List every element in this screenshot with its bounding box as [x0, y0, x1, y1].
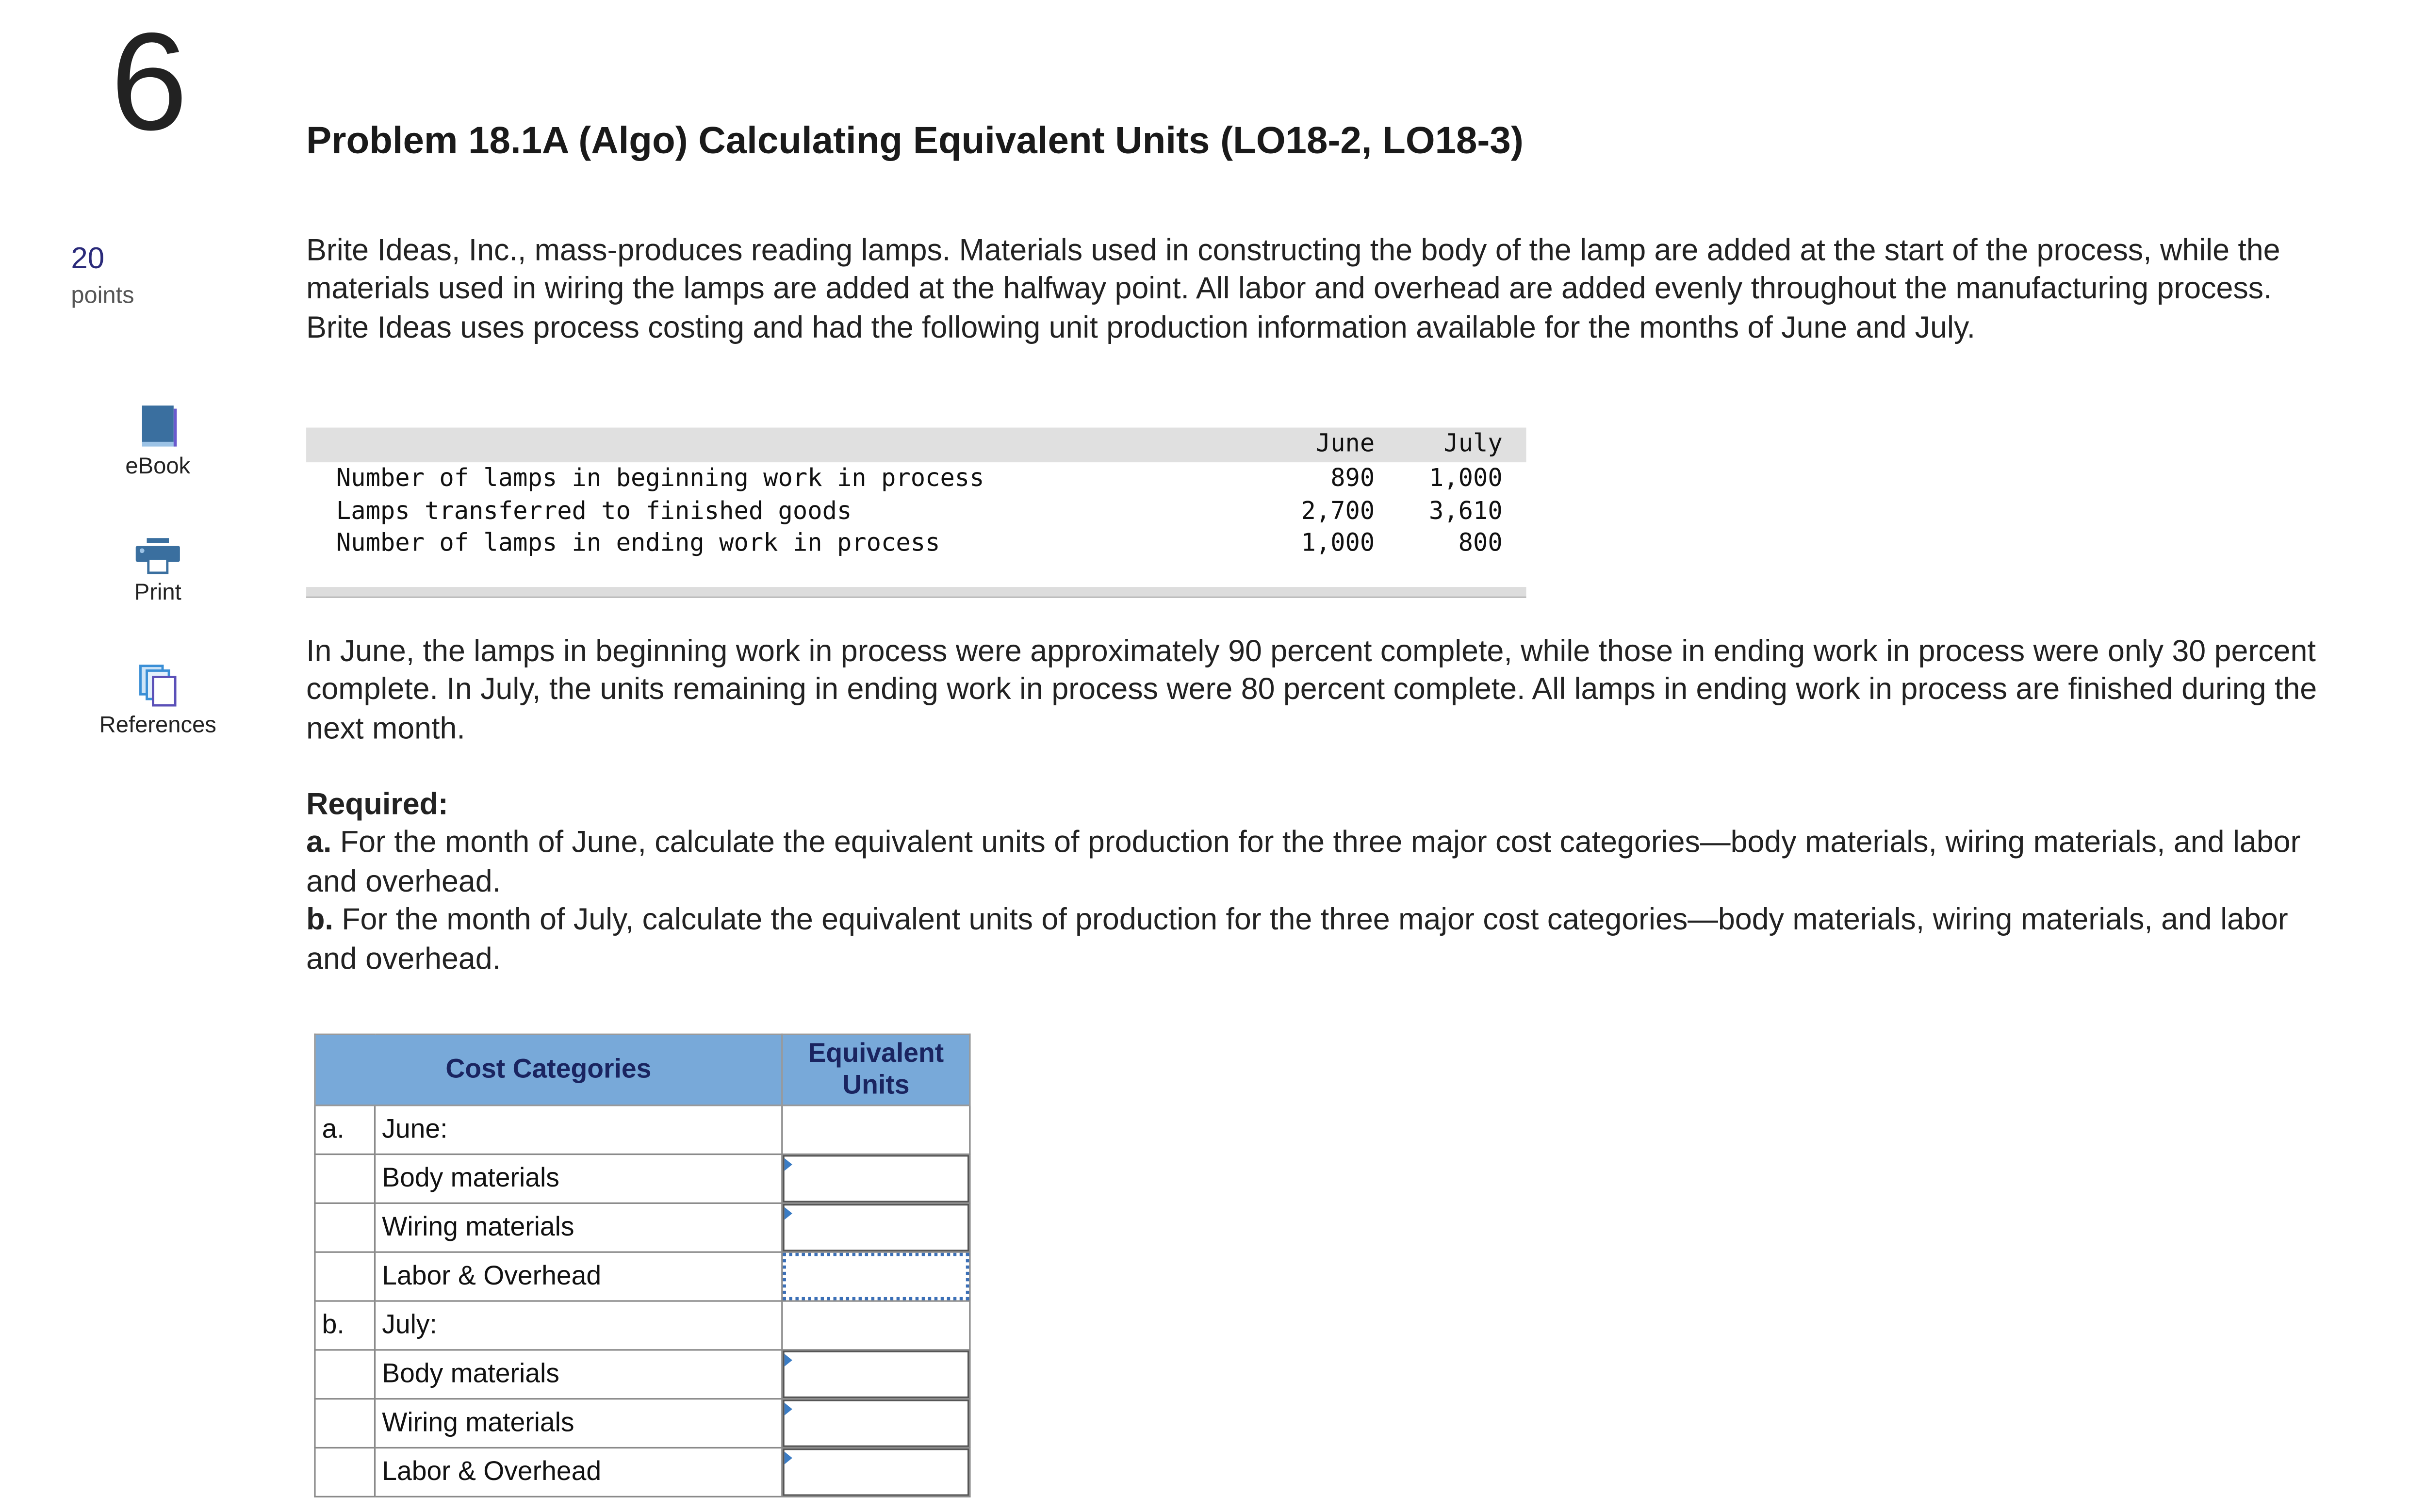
category-label: Labor & Overhead: [375, 1252, 782, 1301]
part-b-label: b.: [306, 904, 333, 938]
input-marker-icon: [785, 1452, 792, 1464]
section-letter: a.: [315, 1106, 375, 1154]
documents-icon: [136, 663, 180, 710]
header-cost-categories: Cost Categories: [315, 1034, 782, 1105]
june-body-materials-input[interactable]: [783, 1155, 969, 1203]
data-table-header: [306, 428, 1526, 463]
empty-cell: [315, 1203, 375, 1252]
print-button[interactable]: [79, 537, 237, 606]
july-body-materials-input[interactable]: [783, 1350, 969, 1398]
july-value: 3,610: [1428, 496, 1503, 525]
empty-cell: [782, 1301, 970, 1350]
july-value: 1,000: [1428, 464, 1503, 492]
section-month: June:: [375, 1106, 782, 1154]
header-equivalent-units: Equivalent Units: [782, 1034, 970, 1105]
points-label: points: [71, 282, 134, 309]
empty-cell: [315, 1154, 375, 1203]
answer-cell: [782, 1448, 970, 1497]
question-number: 6: [110, 3, 188, 160]
problem-title: Problem 18.1A (Algo) Calculating Equivalent Units (LO18-2, LO18-3): [306, 120, 1524, 163]
required-section: [306, 787, 2334, 980]
june-wiring-materials-input[interactable]: [783, 1204, 969, 1252]
answer-table: [314, 1034, 970, 1497]
part-a-text: For the month of June, calculate the equivalent units of production for the three major cost categories—body materials, wiring materials, and labor and overhead.: [306, 827, 2301, 899]
june-labor-overhead-input[interactable]: [783, 1253, 969, 1301]
col-june: June: [1315, 429, 1375, 458]
category-label: Body materials: [375, 1154, 782, 1203]
references-button[interactable]: [79, 663, 237, 738]
input-marker-icon: [785, 1403, 792, 1415]
table-row: [306, 527, 1526, 559]
row-label: Number of lamps in ending work in process: [336, 528, 940, 557]
book-icon: [137, 404, 179, 452]
category-label: Labor & Overhead: [375, 1448, 782, 1497]
section-month: July:: [375, 1301, 782, 1350]
ebook-label: eBook: [125, 454, 191, 480]
empty-cell: [315, 1448, 375, 1497]
answer-cell: [782, 1203, 970, 1252]
printer-icon: [134, 537, 181, 578]
production-data-table: [306, 428, 1526, 598]
category-label: Wiring materials: [375, 1399, 782, 1448]
june-value: 890: [1330, 464, 1375, 492]
empty-cell: [315, 1350, 375, 1399]
required-heading: Required:: [306, 789, 448, 822]
category-label: Body materials: [375, 1350, 782, 1399]
points-value: 20: [71, 243, 105, 276]
empty-cell: [315, 1399, 375, 1448]
answer-cell: [782, 1252, 970, 1301]
july-wiring-materials-input[interactable]: [783, 1399, 969, 1447]
col-july: July: [1443, 429, 1503, 458]
part-a-label: a.: [306, 827, 332, 861]
category-label: Wiring materials: [375, 1203, 782, 1252]
june-value: 2,700: [1301, 496, 1375, 525]
input-marker-icon: [785, 1354, 792, 1366]
input-marker-icon: [785, 1158, 792, 1171]
july-value: 800: [1458, 528, 1503, 557]
intro-paragraph: Brite Ideas, Inc., mass-produces reading lamps. Materials used in constructing the body of the lamp are added at the start of the process, while the materials used in wiring the lamps are added at the halfway point. All labor and overhead are added evenly throughout the manufacturing process. Brite Ideas uses process costing and had the following unit production information available for the months of June and July.: [306, 235, 2280, 345]
completion-paragraph: In June, the lamps in beginning work in process were approximately 90 percent complete, while those in ending work in process were only 30 percent complete. In July, the units remaining in ending work in process were 80 percent complete. All lamps in ending work in process are finished during the next month.: [306, 635, 2317, 747]
input-marker-icon: [785, 1207, 792, 1219]
print-label: Print: [134, 581, 181, 606]
part-b-text: For the month of July, calculate the equivalent units of production for the three major cost categories—body materials, wiring materials, and labor and overhead.: [306, 904, 2288, 976]
row-label: Lamps transferred to finished goods: [336, 496, 852, 525]
row-label: Number of lamps in beginning work in process: [336, 464, 984, 492]
ebook-button[interactable]: [79, 404, 237, 480]
table-footer-bar: [306, 586, 1526, 597]
empty-cell: [315, 1252, 375, 1301]
references-label: References: [99, 713, 216, 739]
july-labor-overhead-input[interactable]: [783, 1448, 969, 1496]
answer-cell: [782, 1399, 970, 1448]
june-value: 1,000: [1301, 528, 1375, 557]
table-row: [306, 495, 1526, 527]
table-row: [306, 462, 1526, 495]
section-letter: b.: [315, 1301, 375, 1350]
answer-cell: [782, 1154, 970, 1203]
answer-cell: [782, 1350, 970, 1399]
empty-cell: [782, 1106, 970, 1154]
